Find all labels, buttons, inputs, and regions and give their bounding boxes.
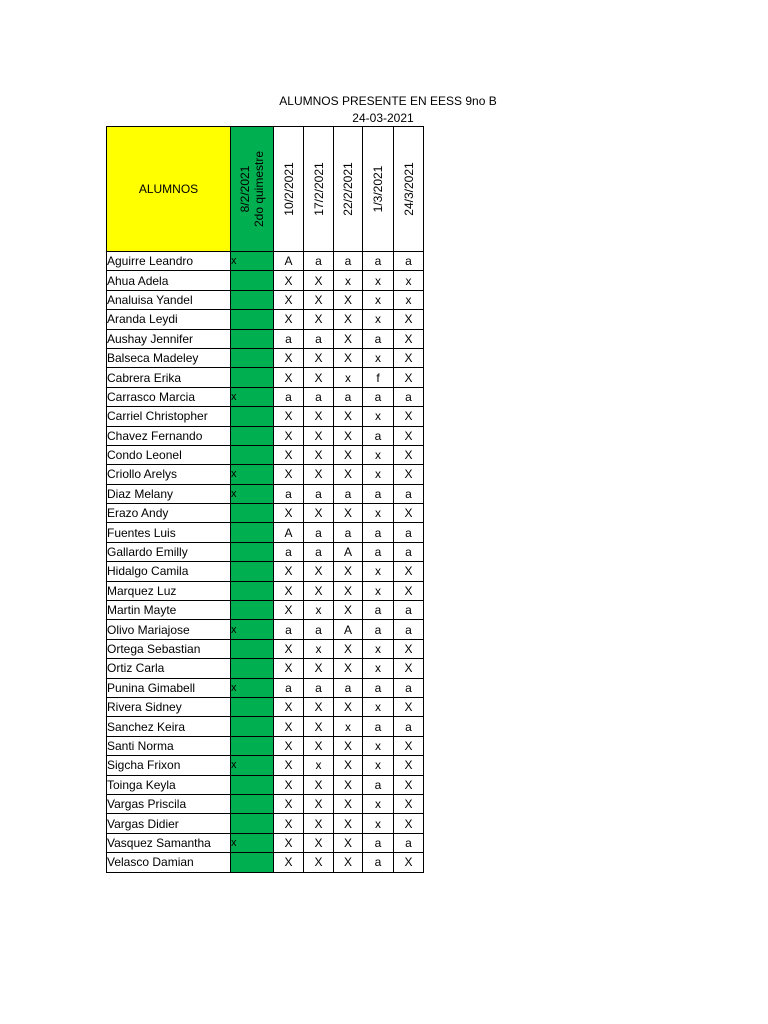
attendance-cell: X (304, 368, 334, 387)
attendance-cell: a (363, 620, 394, 639)
attendance-cell: X (274, 407, 304, 426)
attendance-cell: X (334, 601, 363, 620)
attendance-cell: a (363, 601, 394, 620)
attendance-cell: X (304, 794, 334, 813)
attendance-table (106, 126, 424, 873)
attendance-cell: a (304, 678, 334, 697)
attendance-cell: x (334, 368, 363, 387)
header-date (334, 127, 363, 252)
student-name: Chavez Fernando (107, 426, 231, 445)
attendance-cell: a (394, 717, 424, 736)
quimestre-mark (231, 697, 274, 716)
attendance-cell: a (363, 329, 394, 348)
table-row (107, 348, 424, 367)
attendance-cell: a (274, 387, 304, 406)
attendance-cell: X (334, 736, 363, 755)
header-date (363, 127, 394, 252)
student-name: Aushay Jennifer (107, 329, 231, 348)
quimestre-mark (231, 775, 274, 794)
attendance-cell: X (274, 736, 304, 755)
student-name: Hidalgo Camila (107, 562, 231, 581)
quimestre-mark (231, 659, 274, 678)
attendance-cell: a (334, 523, 363, 542)
student-name: Aguirre Leandro (107, 252, 231, 271)
student-name: Velasco Damian (107, 853, 231, 872)
attendance-cell: X (334, 348, 363, 367)
table-row (107, 465, 424, 484)
attendance-cell: X (304, 290, 334, 309)
attendance-cell: a (363, 426, 394, 445)
student-name: Olivo Mariajose (107, 620, 231, 639)
attendance-cell: x (363, 581, 394, 600)
student-name: Fuentes Luis (107, 523, 231, 542)
attendance-cell: x (363, 659, 394, 678)
attendance-cell: A (334, 620, 363, 639)
attendance-cell: x (394, 271, 424, 290)
attendance-cell: x (363, 794, 394, 813)
attendance-cell: a (304, 484, 334, 503)
table-row (107, 329, 424, 348)
attendance-cell: X (394, 639, 424, 658)
attendance-cell: X (304, 465, 334, 484)
student-name: Criollo Arelys (107, 465, 231, 484)
table-row (107, 678, 424, 697)
attendance-cell: X (334, 756, 363, 775)
attendance-cell: X (334, 639, 363, 658)
table-row (107, 290, 424, 309)
attendance-cell: X (394, 465, 424, 484)
attendance-cell: X (304, 445, 334, 464)
attendance-cell: a (363, 833, 394, 852)
table-row (107, 833, 424, 852)
attendance-cell: X (274, 310, 304, 329)
attendance-cell: X (394, 756, 424, 775)
attendance-cell: x (334, 717, 363, 736)
table-row (107, 659, 424, 678)
table-row (107, 581, 424, 600)
header-quimestre-label: 2do quimestre (252, 150, 266, 228)
attendance-cell: X (394, 794, 424, 813)
quimestre-mark (231, 504, 274, 523)
attendance-cell: a (304, 252, 334, 271)
attendance-cell: a (334, 387, 363, 406)
attendance-cell: a (334, 678, 363, 697)
attendance-cell: x (363, 814, 394, 833)
attendance-cell: X (274, 833, 304, 852)
attendance-cell: X (274, 697, 304, 716)
attendance-cell: X (334, 794, 363, 813)
student-name: Cabrera Erika (107, 368, 231, 387)
attendance-cell: X (334, 426, 363, 445)
table-row (107, 620, 424, 639)
header-date (304, 127, 334, 252)
table-row (107, 310, 424, 329)
header-date (394, 127, 424, 252)
attendance-cell: a (394, 484, 424, 503)
attendance-cell: X (274, 445, 304, 464)
attendance-cell: X (274, 271, 304, 290)
header-date-text: 22/2/2021 (341, 162, 355, 216)
attendance-cell: X (394, 775, 424, 794)
attendance-cell: x (363, 756, 394, 775)
quimestre-mark: x (231, 484, 274, 503)
student-name: Diaz Melany (107, 484, 231, 503)
attendance-cell: a (334, 484, 363, 503)
attendance-cell: a (394, 542, 424, 561)
attendance-cell: X (274, 717, 304, 736)
quimestre-mark: x (231, 252, 274, 271)
attendance-cell: X (304, 853, 334, 872)
quimestre-mark: x (231, 387, 274, 406)
quimestre-mark: x (231, 678, 274, 697)
attendance-cell: a (363, 542, 394, 561)
attendance-cell: a (394, 833, 424, 852)
attendance-cell: X (334, 504, 363, 523)
attendance-cell: X (334, 562, 363, 581)
header-alumnos: ALUMNOS (107, 127, 231, 252)
attendance-cell: x (363, 562, 394, 581)
attendance-cell: a (394, 387, 424, 406)
quimestre-mark (231, 581, 274, 600)
document-date: 24-03-2021 (352, 111, 414, 125)
attendance-cell: a (363, 853, 394, 872)
attendance-cell: X (274, 290, 304, 309)
quimestre-mark (231, 426, 274, 445)
attendance-cell: x (363, 639, 394, 658)
attendance-cell: X (274, 504, 304, 523)
student-rows (107, 252, 424, 873)
table-row (107, 504, 424, 523)
header-date-text: 24/3/2021 (401, 162, 416, 216)
student-name: Carriel Christopher (107, 407, 231, 426)
student-name: Condo Leonel (107, 445, 231, 464)
quimestre-mark (231, 542, 274, 561)
attendance-cell: X (304, 717, 334, 736)
quimestre-mark (231, 736, 274, 755)
quimestre-mark (231, 407, 274, 426)
attendance-cell: X (304, 581, 334, 600)
attendance-cell: f (363, 368, 394, 387)
attendance-cell: a (363, 387, 394, 406)
attendance-cell: X (394, 445, 424, 464)
table-row (107, 756, 424, 775)
table-row (107, 368, 424, 387)
attendance-cell: X (304, 348, 334, 367)
attendance-cell: X (394, 853, 424, 872)
attendance-cell: X (274, 581, 304, 600)
attendance-cell: X (274, 814, 304, 833)
table-row (107, 794, 424, 813)
attendance-cell: X (334, 697, 363, 716)
student-name: Vargas Priscila (107, 794, 231, 813)
attendance-cell: X (334, 833, 363, 852)
quimestre-mark (231, 523, 274, 542)
table-row (107, 562, 424, 581)
attendance-cell: x (363, 407, 394, 426)
attendance-cell: X (394, 504, 424, 523)
student-name: Carrasco Marcia (107, 387, 231, 406)
student-name: Sigcha Frixon (107, 756, 231, 775)
attendance-cell: A (274, 252, 304, 271)
student-name: Gallardo Emilly (107, 542, 231, 561)
attendance-cell: a (304, 329, 334, 348)
student-name: Balseca Madeley (107, 348, 231, 367)
attendance-cell: a (363, 252, 394, 271)
attendance-cell: x (363, 445, 394, 464)
attendance-cell: x (363, 736, 394, 755)
attendance-cell: x (304, 756, 334, 775)
attendance-cell: X (394, 407, 424, 426)
table-row (107, 523, 424, 542)
student-name: Erazo Andy (107, 504, 231, 523)
student-name: Rivera Sidney (107, 697, 231, 716)
quimestre-mark: x (231, 833, 274, 852)
student-name: Toinga Keyla (107, 775, 231, 794)
header-date (274, 127, 304, 252)
attendance-cell: x (363, 504, 394, 523)
table-row (107, 601, 424, 620)
attendance-cell: a (304, 542, 334, 561)
student-name: Santi Norma (107, 736, 231, 755)
quimestre-mark (231, 445, 274, 464)
attendance-cell: X (394, 426, 424, 445)
attendance-cell: x (304, 601, 334, 620)
attendance-cell: X (394, 581, 424, 600)
table-row (107, 407, 424, 426)
table-row (107, 484, 424, 503)
attendance-cell: X (304, 697, 334, 716)
header-quimestre (231, 127, 274, 252)
document-title: ALUMNOS PRESENTE EN EESS 9no B (279, 94, 497, 108)
attendance-cell: a (394, 252, 424, 271)
attendance-cell: X (334, 290, 363, 309)
attendance-cell: X (274, 601, 304, 620)
table-row (107, 775, 424, 794)
quimestre-mark (231, 794, 274, 813)
attendance-cell: X (334, 407, 363, 426)
header-row (107, 127, 424, 252)
student-name: Punina Gimabell (107, 678, 231, 697)
attendance-cell: X (304, 407, 334, 426)
table-row (107, 736, 424, 755)
student-name: Ahua Adela (107, 271, 231, 290)
attendance-cell: x (363, 290, 394, 309)
attendance-cell: X (274, 368, 304, 387)
attendance-cell: X (274, 426, 304, 445)
attendance-cell: X (334, 329, 363, 348)
attendance-cell: x (363, 271, 394, 290)
quimestre-mark (231, 639, 274, 658)
attendance-cell: a (274, 484, 304, 503)
quimestre-mark (231, 562, 274, 581)
attendance-cell: a (363, 484, 394, 503)
student-name: Sanchez Keira (107, 717, 231, 736)
quimestre-mark (231, 601, 274, 620)
table-row (107, 853, 424, 872)
student-name: Analuisa Yandel (107, 290, 231, 309)
attendance-cell: X (304, 271, 334, 290)
table-row (107, 387, 424, 406)
attendance-cell: X (304, 736, 334, 755)
quimestre-mark (231, 717, 274, 736)
attendance-cell: X (334, 445, 363, 464)
attendance-cell: X (304, 426, 334, 445)
attendance-cell: X (334, 310, 363, 329)
attendance-cell: X (274, 348, 304, 367)
quimestre-mark: x (231, 620, 274, 639)
attendance-cell: a (363, 717, 394, 736)
attendance-cell: a (274, 678, 304, 697)
quimestre-mark: x (231, 465, 274, 484)
table-row (107, 426, 424, 445)
attendance-cell: a (394, 620, 424, 639)
attendance-cell: a (394, 601, 424, 620)
header-date-text: 1/3/2021 (371, 165, 385, 213)
attendance-cell: a (304, 523, 334, 542)
table-row (107, 639, 424, 658)
attendance-cell: a (334, 252, 363, 271)
attendance-cell: X (304, 504, 334, 523)
attendance-cell: X (394, 697, 424, 716)
attendance-cell: x (334, 271, 363, 290)
attendance-cell: X (274, 853, 304, 872)
attendance-cell: a (363, 523, 394, 542)
attendance-cell: A (334, 542, 363, 561)
attendance-cell: a (274, 329, 304, 348)
attendance-cell: X (394, 329, 424, 348)
table-row (107, 445, 424, 464)
attendance-cell: x (363, 697, 394, 716)
table-row (107, 814, 424, 833)
attendance-cell: X (304, 310, 334, 329)
attendance-cell: X (394, 310, 424, 329)
header-date-text: 10/2/2021 (281, 162, 296, 216)
attendance-cell: X (394, 368, 424, 387)
attendance-cell: X (274, 756, 304, 775)
attendance-cell: a (274, 620, 304, 639)
student-name: Ortega Sebastian (107, 639, 231, 658)
student-name: Aranda Leydi (107, 310, 231, 329)
attendance-cell: x (363, 310, 394, 329)
quimestre-mark: x (231, 756, 274, 775)
attendance-cell: X (274, 639, 304, 658)
table-row (107, 697, 424, 716)
attendance-cell: x (363, 348, 394, 367)
attendance-cell: X (334, 465, 363, 484)
quimestre-mark (231, 310, 274, 329)
attendance-cell: a (394, 523, 424, 542)
attendance-cell: X (334, 853, 363, 872)
attendance-cell: a (274, 542, 304, 561)
student-name: Marquez Luz (107, 581, 231, 600)
attendance-cell: X (274, 775, 304, 794)
quimestre-mark (231, 853, 274, 872)
table-row (107, 542, 424, 561)
quimestre-mark (231, 368, 274, 387)
attendance-cell: X (394, 348, 424, 367)
attendance-cell: X (274, 659, 304, 678)
quimestre-mark (231, 814, 274, 833)
attendance-cell: a (304, 620, 334, 639)
header-date-text: 17/2/2021 (311, 162, 326, 216)
attendance-cell: X (274, 794, 304, 813)
header-quimestre-date: 8/2/2021 (238, 165, 252, 213)
attendance-cell: X (304, 562, 334, 581)
attendance-cell: X (394, 736, 424, 755)
attendance-cell: x (304, 639, 334, 658)
quimestre-mark (231, 290, 274, 309)
attendance-cell: X (394, 814, 424, 833)
student-name: Vargas Didier (107, 814, 231, 833)
quimestre-mark (231, 329, 274, 348)
attendance-cell: X (304, 833, 334, 852)
student-name: Vasquez Samantha (107, 833, 231, 852)
attendance-cell: X (334, 775, 363, 794)
attendance-cell: X (274, 562, 304, 581)
student-name: Ortiz Carla (107, 659, 231, 678)
attendance-cell: A (274, 523, 304, 542)
attendance-cell: a (394, 678, 424, 697)
attendance-cell: X (304, 814, 334, 833)
attendance-cell: x (394, 290, 424, 309)
attendance-cell: X (304, 659, 334, 678)
quimestre-mark (231, 348, 274, 367)
table-row (107, 252, 424, 271)
attendance-cell: a (363, 775, 394, 794)
attendance-cell: x (363, 465, 394, 484)
attendance-cell: X (394, 659, 424, 678)
student-name: Martin Mayte (107, 601, 231, 620)
attendance-cell: X (274, 465, 304, 484)
attendance-cell: X (334, 814, 363, 833)
table-row (107, 271, 424, 290)
attendance-cell: X (334, 581, 363, 600)
quimestre-mark (231, 271, 274, 290)
table-row (107, 717, 424, 736)
attendance-cell: X (394, 562, 424, 581)
attendance-cell: X (334, 659, 363, 678)
attendance-cell: a (363, 678, 394, 697)
attendance-cell: a (304, 387, 334, 406)
attendance-cell: X (304, 775, 334, 794)
